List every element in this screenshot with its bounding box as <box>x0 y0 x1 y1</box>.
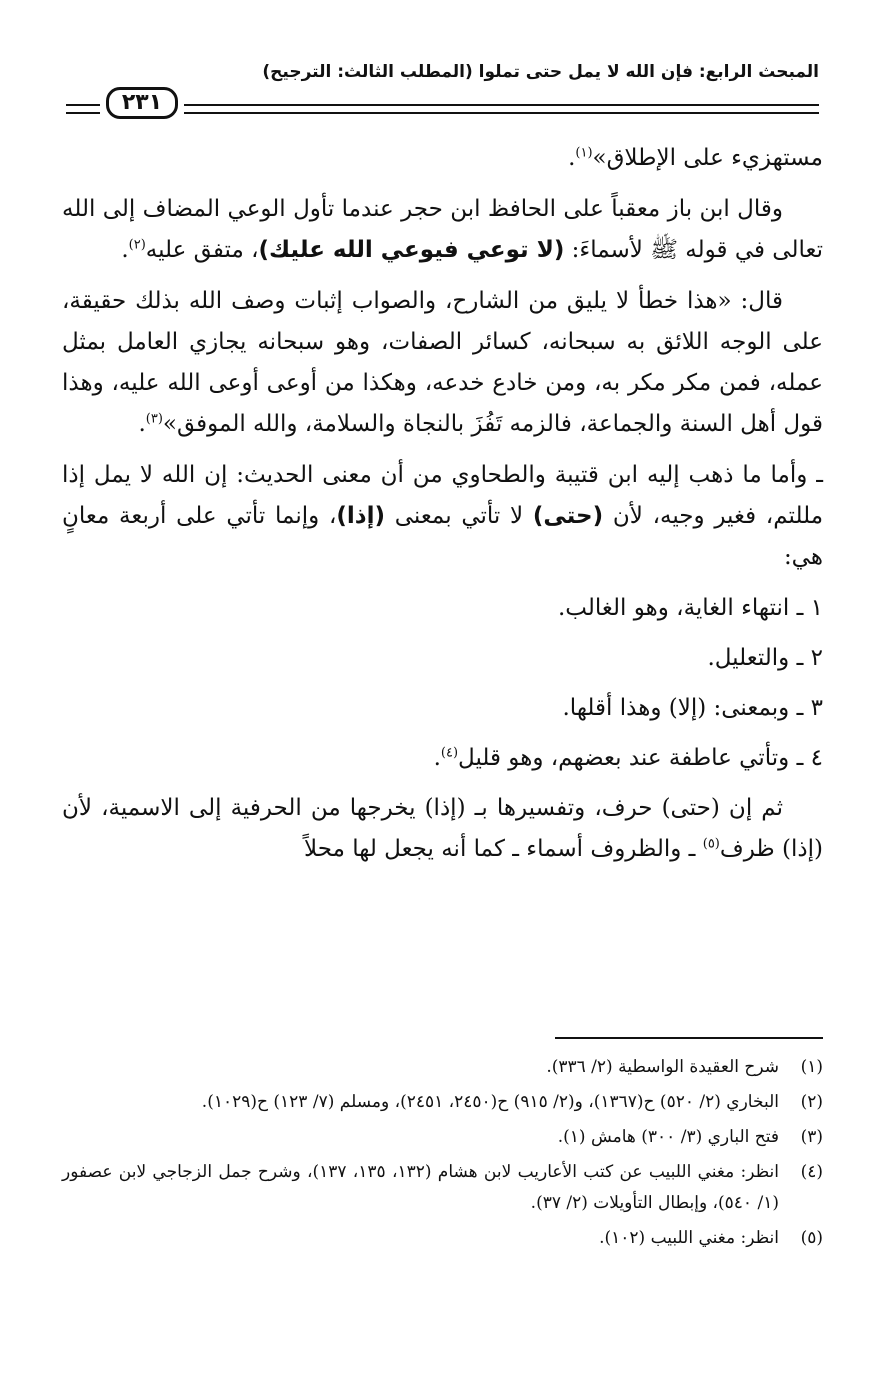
list-item-2: ٢ ـ والتعليل. <box>707 645 823 671</box>
paragraph-5: ثم إن (حتى) حرف، وتفسيرها بـ (إذا) يخرجها من الحرفية إلى الاسمية، لأن (إذا) ظرف$^{(٥)}$ ـ والظروف أسماء ـ كما أنه يجعل لها محلاً <box>62 795 823 862</box>
running-head: المبحث الرابع: فإن الله لا يمل حتى تملوا (المطلب الثالث: الترجيح) <box>262 62 819 82</box>
list-item-4: ٤ ـ وتأتي عاطفة عند بعضهم، وهو قليل$^{(٤)}$. <box>433 745 823 771</box>
footnotes <box>62 1052 823 1258</box>
list-item-1: ١ ـ انتهاء الغاية، وهو الغالب. <box>558 595 823 621</box>
footnote-text: فتح الباري (٣/ ٣٠٠) هامش (١). <box>557 1127 779 1147</box>
footnote <box>62 1052 823 1083</box>
paragraph-3: قال: «هذا خطأ لا يليق من الشارح، والصواب إثبات وصف الله بذلك حقيقة، على الوجه اللائق به سبحانه، كسائر الصفات، وهو سبحانه يجازي العامل بمثل عمله، فمن مكر مكر به، ومن خادع خدعه، وهكذا من أوعى أوعى الله عليه، وهذا قول أهل السنة والجماعة، فالزمه تَفُزَ بالنجاة والسلامة، والله الموفق»$^{(٣)}$. <box>62 288 823 437</box>
footnote-text: البخاري (٢/ ٥٢٠) ح(١٣٦٧)، و(٢/ ٩١٥) ح(٢٤٥٠، ٢٤٥١)، ومسلم (٧/ ١٢٣) ح(١٠٢٩). <box>201 1092 779 1112</box>
hadith-quote: (لا توعي فيوعي الله عليك) <box>258 237 565 263</box>
paragraph-1: مستهزيء على الإطلاق»$^{(١)}$. <box>568 145 823 171</box>
footnote <box>62 1087 823 1118</box>
footnote <box>62 1122 823 1153</box>
footnote-ref-4: (٤) <box>440 745 459 761</box>
footnote-ref-2: (٢) <box>128 237 146 253</box>
footnote-number: (٥) <box>800 1228 823 1248</box>
term-idha: (إذا) <box>336 503 385 529</box>
page-number: ٢٣١ <box>106 87 178 119</box>
footnote-number: (١) <box>800 1057 823 1077</box>
footnote-number: (٣) <box>800 1127 823 1147</box>
header-rule-left <box>66 104 100 114</box>
footnote-ref-5: (٥) <box>702 836 720 852</box>
footnote-ref-1: (١) <box>575 145 593 161</box>
footnote-number: (٤) <box>800 1162 823 1182</box>
footnote-text: انظر: مغني اللبيب عن كتب الأعاريب لابن هشام (١٣٢، ١٣٥، ١٣٧)، وشرح جمل الزجاجي لابن عصفور (١/ ٥٤٠)، وإبطال التأويلات (٢/ ٣٧). <box>62 1162 780 1213</box>
header-rule-right <box>184 104 819 114</box>
footnote <box>62 1223 823 1254</box>
footnote-ref-3: (٣) <box>145 411 163 427</box>
footnote-number: (٢) <box>800 1092 823 1112</box>
main-text <box>62 138 823 880</box>
footnote <box>62 1157 823 1219</box>
paragraph-2: وقال ابن باز معقباً على الحافظ ابن حجر عندما تأول الوعي المضاف إلى الله تعالى في قوله ﷺ لأسماءَ: (لا توعي فيوعي الله عليك)، متفق عليه$^{(٢)}$. <box>62 196 823 263</box>
footnote-separator <box>555 1037 823 1039</box>
term-hatta: (حتى) <box>532 503 604 529</box>
list-item-3: ٣ ـ وبمعنى: (إلا) وهذا أقلها. <box>562 695 823 721</box>
footnote-text: انظر: مغني اللبيب (١٠٢). <box>599 1228 779 1248</box>
paragraph-4: ـ وأما ما ذهب إليه ابن قتيبة والطحاوي من أن معنى الحديث: إن الله لا يمل إذا مللتم، فغير وجيه، لأن (حتى) لا تأتي بمعنى (إذا)، وإنما تأتي على أربعة معانٍ هي: <box>62 462 824 570</box>
footnote-text: شرح العقيدة الواسطية (٢/ ٣٣٦). <box>546 1057 779 1077</box>
header-rule <box>66 84 819 124</box>
